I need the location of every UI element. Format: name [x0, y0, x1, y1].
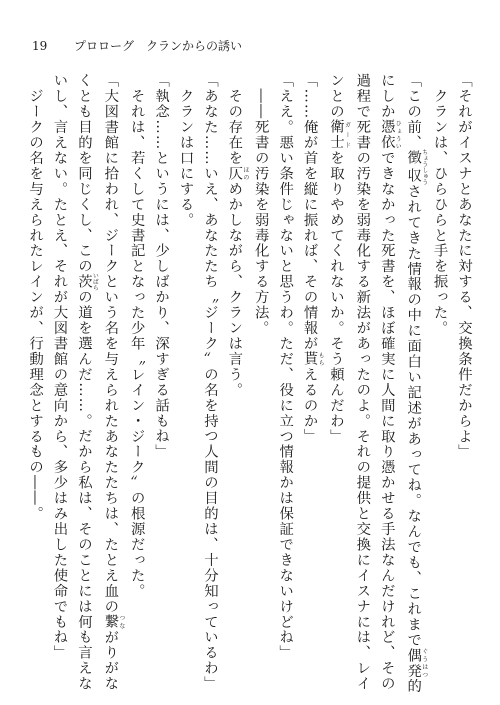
ruby-base: 偶発: [405, 647, 422, 679]
text-line: [324, 73, 350, 683]
ruby-base: 徴収: [405, 149, 422, 186]
text-segment: されてきた情報の中に面白い記述があってね。なんでも、これまで: [405, 183, 422, 648]
body-text: [16, 73, 476, 694]
text-segment: 過程で死書の汚染を弱毒化する新法があったのよ。それの提供と交換にイスナには、レイ: [354, 73, 371, 692]
text-line: [297, 73, 323, 683]
ruby-reading: ぐうはつ: [420, 647, 428, 679]
ruby-annotation: [405, 647, 428, 679]
text-segment: がりがな: [102, 629, 119, 692]
ruby-base: 衛士: [327, 119, 344, 151]
text-segment: できなかった死書を、ほぼ確実に人間に取り憑かせる手法なんだけれど、その: [378, 150, 395, 692]
text-segment: その存在を: [226, 73, 243, 166]
text-segment: いし、言えない。たとえ、それが大図書館の意向から、多少はみ出した使命でもね」: [51, 73, 68, 661]
ruby-annotation: [301, 351, 325, 367]
text-line: [248, 73, 272, 683]
text-line: [374, 73, 402, 692]
ruby-reading: ガード: [343, 119, 351, 151]
ruby-annotation: [405, 149, 428, 186]
ruby-reading: ほの: [241, 165, 249, 182]
ruby-annotation: [327, 119, 351, 151]
text-segment: の道を選んだ……。だから私は、そのことには何も言えな: [75, 289, 92, 692]
text-segment: 「この前、: [405, 73, 422, 151]
ruby-reading: いばら: [91, 272, 99, 291]
running-header: [32, 37, 242, 54]
ruby-reading: ちょうしゅう: [420, 149, 428, 186]
text-segment: 的: [405, 678, 422, 694]
ruby-base: 茨: [75, 272, 92, 291]
text-segment: 「大図書館に拾われ、ジークという名を与えられたあなたたちは、たとえ血の: [102, 73, 119, 615]
ruby-reading: ひょうい: [394, 119, 402, 151]
running-title: プロローグ クランからの誘い: [74, 39, 243, 53]
ruby-reading: つな: [117, 614, 125, 630]
text-segment: にしか: [378, 73, 395, 120]
text-line: [452, 73, 476, 683]
text-segment: えるのか」: [301, 366, 318, 445]
text-line: [173, 73, 197, 683]
text-line: [98, 73, 125, 692]
page-number: 19: [32, 39, 48, 53]
ruby-annotation: [226, 165, 249, 182]
text-segment: めかしながら、クランは言う。: [226, 181, 243, 398]
text-segment: 「あなた……いえ、あなたたち〝ジーク〟の名を持つ人間の目的は、十分知っているわ」: [201, 73, 218, 692]
text-line: [23, 73, 47, 683]
text-line: [72, 73, 99, 692]
ruby-base: 繋: [102, 614, 119, 630]
text-line: [273, 73, 297, 683]
text-segment: くとも目的を同じくし、この: [75, 73, 92, 274]
text-segment: 「ええ。悪い条件じゃないと思うわ。ただ、役に立つ情報かは保証できないけどね」: [277, 73, 294, 661]
ruby-annotation: [102, 614, 125, 630]
text-line: [350, 73, 374, 692]
ruby-annotation: [75, 272, 99, 291]
text-line: [427, 73, 451, 683]
text-segment: ンとの: [327, 73, 344, 120]
text-line: [198, 73, 222, 692]
ruby-annotation: [378, 119, 402, 151]
text-segment: それは、若くして史書記となった少年〝レイン・ジーク〟の根源だった。: [128, 73, 145, 599]
text-segment: クランは、ひらひらと手を振った。: [431, 73, 448, 336]
text-line: [149, 73, 173, 683]
text-segment: 「……俺が首を縦に振れば、その情報が: [301, 73, 318, 352]
ruby-reading: もら: [317, 351, 325, 367]
text-line: [47, 73, 71, 683]
ruby-base: 仄: [226, 165, 243, 182]
text-segment: ジークの名を与えられたレインが、行動理念とするもの――。: [27, 73, 44, 522]
text-line: [222, 73, 248, 683]
text-segment: を取りやめてくれないか。そう頼んだわ」: [327, 150, 344, 445]
text-segment: ――死書の汚染を弱毒化する方法。: [252, 73, 269, 336]
ruby-base: 憑依: [378, 119, 395, 151]
text-segment: 「執念……というには、少しばかり、深すぎる話もね」: [153, 73, 170, 460]
text-segment: 「それがイスナとあなたに対する、交換条件だからよ」: [456, 73, 472, 460]
text-line: [401, 73, 428, 694]
text-line: [124, 73, 148, 683]
ruby-base: 貰: [301, 351, 318, 367]
text-segment: クランは口にする。: [177, 73, 194, 228]
